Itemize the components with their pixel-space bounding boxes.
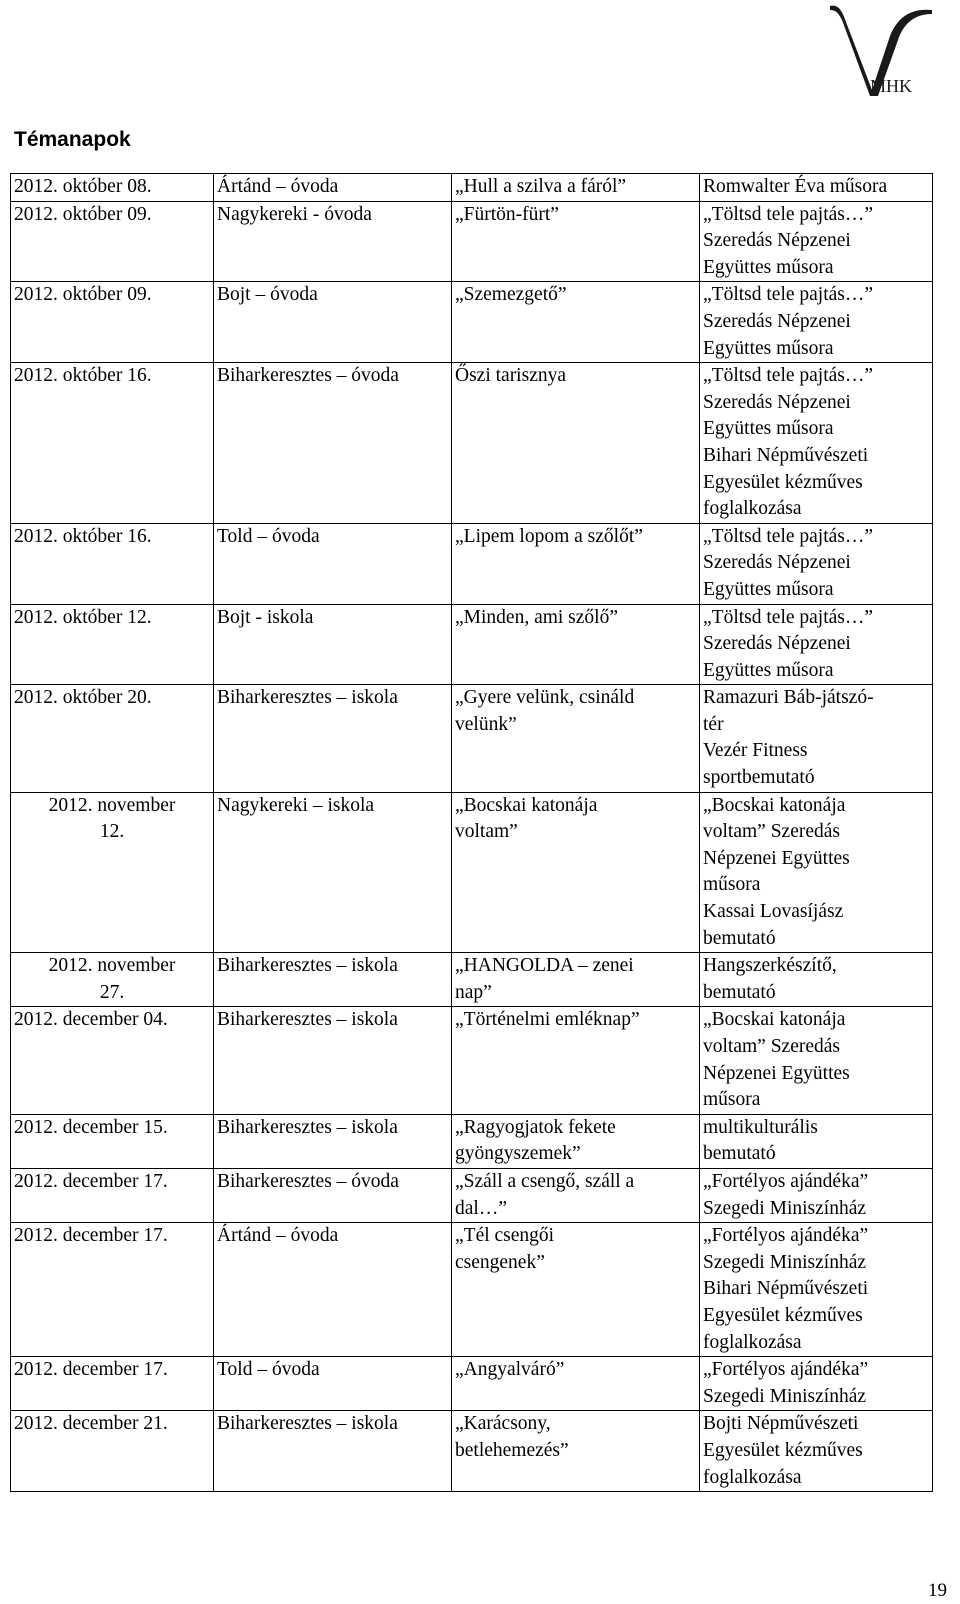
events-table bbox=[10, 173, 933, 1492]
title-cell: „HANGOLDA – zenei nap” bbox=[452, 953, 700, 1007]
place-cell: Biharkeresztes – iskola bbox=[214, 953, 452, 1007]
program-cell: „Bocskai katonája voltam” Szeredás Népzenei Együttes műsora bbox=[700, 1007, 933, 1114]
page-heading: Témanapok bbox=[14, 128, 131, 151]
date-cell: 2012. december 04. bbox=[11, 1007, 214, 1114]
place-cell: Told – óvoda bbox=[214, 1357, 452, 1411]
date-cell: 2012. október 08. bbox=[11, 174, 214, 202]
title-cell: „Angyalváró” bbox=[452, 1357, 700, 1411]
place-cell: Biharkeresztes – iskola bbox=[214, 1411, 452, 1492]
title-cell: „Száll a csengő, száll a dal…” bbox=[452, 1168, 700, 1222]
title-cell: „Tél csengői csengenek” bbox=[452, 1223, 700, 1357]
program-cell: „Fortélyos ajándéka” Szegedi Miniszínház bbox=[700, 1357, 933, 1411]
place-cell: Biharkeresztes – óvoda bbox=[214, 363, 452, 524]
table-row bbox=[11, 604, 933, 685]
title-cell: „Lipem lopom a szőlőt” bbox=[452, 523, 700, 604]
date-cell: 2012. november 12. bbox=[11, 792, 214, 953]
place-cell: Ártánd – óvoda bbox=[214, 1223, 452, 1357]
table-row bbox=[11, 201, 933, 282]
title-cell: „Történelmi emléknap” bbox=[452, 1007, 700, 1114]
logo-text: MHK bbox=[870, 76, 913, 96]
table-row bbox=[11, 1114, 933, 1168]
table-row bbox=[11, 1223, 933, 1357]
place-cell: Bojt - iskola bbox=[214, 604, 452, 685]
place-cell: Told – óvoda bbox=[214, 523, 452, 604]
title-cell: „Minden, ami szőlő” bbox=[452, 604, 700, 685]
table-row bbox=[11, 363, 933, 524]
title-cell: „Bocskai katonája voltam” bbox=[452, 792, 700, 953]
title-cell: „Ragyogjatok fekete gyöngyszemek” bbox=[452, 1114, 700, 1168]
program-cell: „Töltsd tele pajtás…” Szeredás Népzenei Együttes műsora bbox=[700, 604, 933, 685]
date-cell: 2012. november 27. bbox=[11, 953, 214, 1007]
program-cell: „Fortélyos ajándéka” Szegedi Miniszínház Bihari Népművészeti Egyesület kézműves foglalkozása bbox=[700, 1223, 933, 1357]
date-cell: 2012. október 16. bbox=[11, 523, 214, 604]
table-row bbox=[11, 685, 933, 792]
vmhk-logo bbox=[828, 0, 948, 102]
program-cell: „Töltsd tele pajtás…” Szeredás Népzenei Együttes műsora bbox=[700, 523, 933, 604]
date-cell: 2012. október 09. bbox=[11, 201, 214, 282]
program-cell: „Fortélyos ajándéka” Szegedi Miniszínház bbox=[700, 1168, 933, 1222]
date-cell: 2012. október 12. bbox=[11, 604, 214, 685]
place-cell: Biharkeresztes – iskola bbox=[214, 1007, 452, 1114]
program-cell: Hangszerkészítő, bemutató bbox=[700, 953, 933, 1007]
table-row bbox=[11, 523, 933, 604]
title-cell: Őszi tarisznya bbox=[452, 363, 700, 524]
date-cell: 2012. december 17. bbox=[11, 1168, 214, 1222]
table-row bbox=[11, 1168, 933, 1222]
program-cell: Ramazuri Báb-játszó- tér Vezér Fitness sportbemutató bbox=[700, 685, 933, 792]
place-cell: Ártánd – óvoda bbox=[214, 174, 452, 202]
program-cell: „Töltsd tele pajtás…” Szeredás Népzenei Együttes műsora bbox=[700, 282, 933, 363]
place-cell: Biharkeresztes – óvoda bbox=[214, 1168, 452, 1222]
title-cell: „Gyere velünk, csináld velünk” bbox=[452, 685, 700, 792]
table-row bbox=[11, 1007, 933, 1114]
program-cell: „Töltsd tele pajtás…” Szeredás Népzenei Együttes műsora Bihari Népművészeti Egyesület kézműves foglalkozása bbox=[700, 363, 933, 524]
table-row bbox=[11, 953, 933, 1007]
title-cell: „Fürtön-fürt” bbox=[452, 201, 700, 282]
table-row bbox=[11, 282, 933, 363]
place-cell: Nagykereki - óvoda bbox=[214, 201, 452, 282]
program-cell: Romwalter Éva műsora bbox=[700, 174, 933, 202]
place-cell: Bojt – óvoda bbox=[214, 282, 452, 363]
table-row bbox=[11, 792, 933, 953]
program-cell: multikulturális bemutató bbox=[700, 1114, 933, 1168]
page-number: 19 bbox=[928, 1580, 947, 1601]
program-cell: „Töltsd tele pajtás…” Szeredás Népzenei Együttes műsora bbox=[700, 201, 933, 282]
table-row bbox=[11, 1411, 933, 1492]
place-cell: Biharkeresztes – iskola bbox=[214, 1114, 452, 1168]
date-cell: 2012. december 21. bbox=[11, 1411, 214, 1492]
place-cell: Nagykereki – iskola bbox=[214, 792, 452, 953]
title-cell: „Hull a szilva a fáról” bbox=[452, 174, 700, 202]
date-cell: 2012. december 15. bbox=[11, 1114, 214, 1168]
title-cell: „Szemezgető” bbox=[452, 282, 700, 363]
title-cell: „Karácsony, betlehemezés” bbox=[452, 1411, 700, 1492]
program-cell: Bojti Népművészeti Egyesület kézműves foglalkozása bbox=[700, 1411, 933, 1492]
date-cell: 2012. december 17. bbox=[11, 1357, 214, 1411]
table-row bbox=[11, 1357, 933, 1411]
place-cell: Biharkeresztes – iskola bbox=[214, 685, 452, 792]
date-cell: 2012. október 16. bbox=[11, 363, 214, 524]
program-cell: „Bocskai katonája voltam” Szeredás Népzenei Együttes műsora Kassai Lovasíjász bemutató bbox=[700, 792, 933, 953]
date-cell: 2012. december 17. bbox=[11, 1223, 214, 1357]
date-cell: 2012. október 20. bbox=[11, 685, 214, 792]
table-row bbox=[11, 174, 933, 202]
date-cell: 2012. október 09. bbox=[11, 282, 214, 363]
